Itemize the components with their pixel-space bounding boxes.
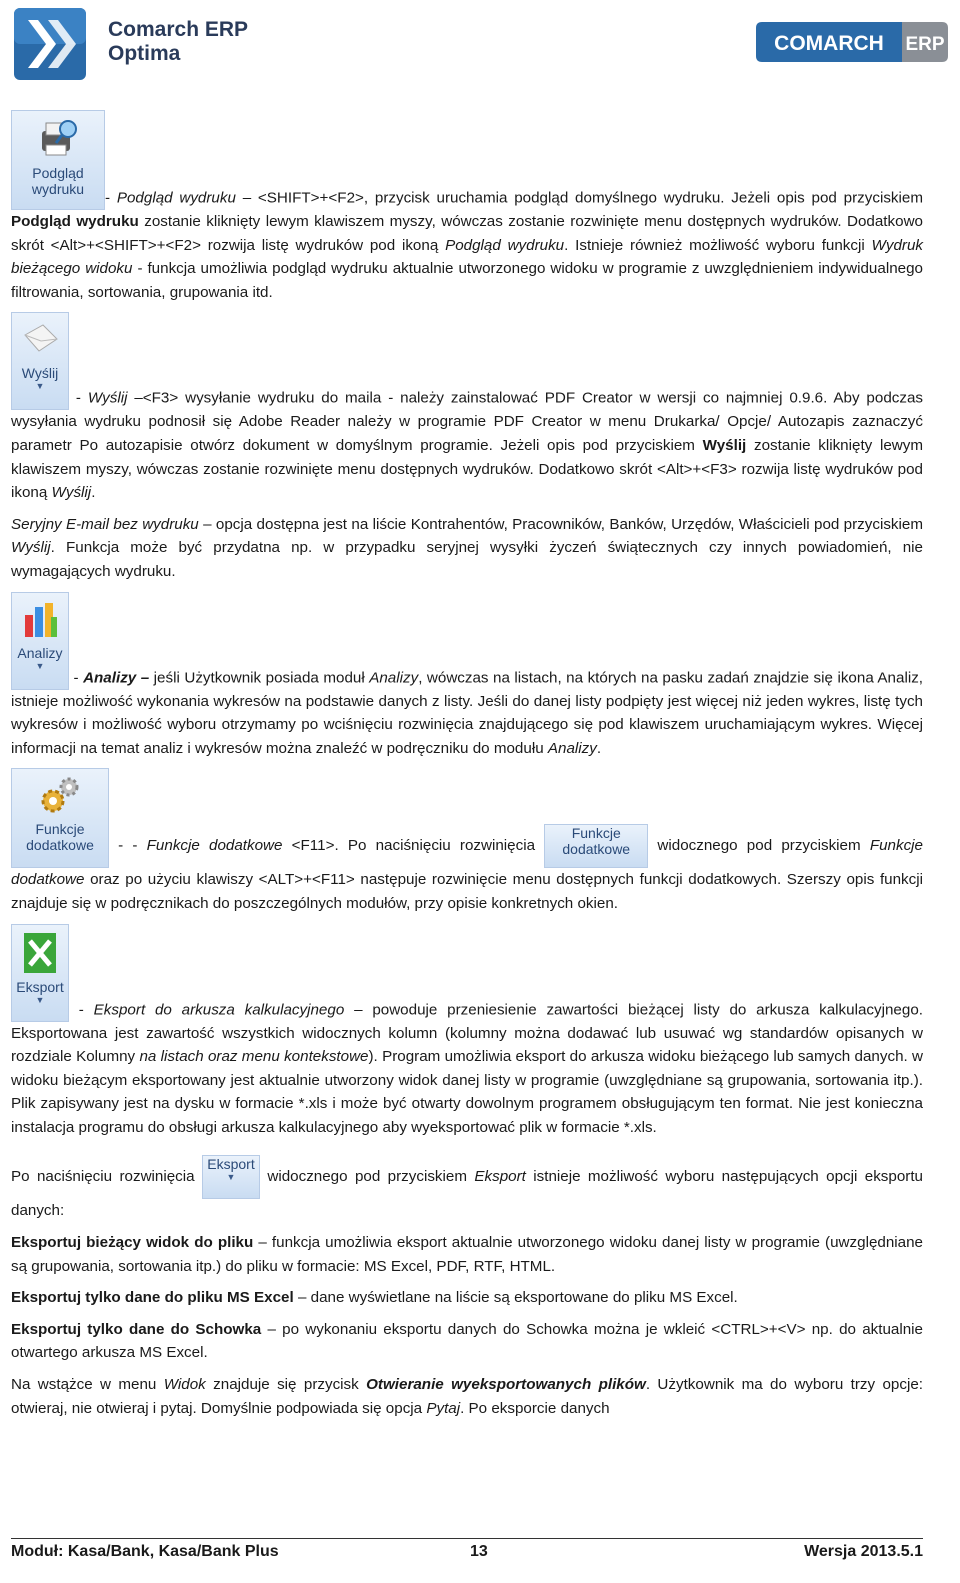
chevron-down-icon: ▼ [35, 994, 45, 1005]
gears-icon [37, 775, 83, 817]
paragraph-seryjny: Seryjny E-mail bez wydruku – opcja dostępna jest na liście Kontrahentów, Pracowników, Banków, Urzędów, Właścicieli pod przyciskiem Wyślij. Funkcja może być przydatna np. w przypadku seryjnej wysyłki życzeń świątecznych czy innych powiadomień, nie wymagających wydruku. [11, 515, 924, 580]
paragraph-podglad: Podgląd wydruku - Podgląd wydruku – <SHIFT>+<F2>, przycisk uruchamia podgląd domyślnego wydruku. Jeżeli opis pod przyciskiem Podgląd wydruku zostanie kliknięty lewym klawiszem myszy, wówczas zostanie rozwinięte menu dostępnych wydruków. Dodatkowo skrót <Alt>+<SHIFT>+<F2> rozwija listę wydruków pod ikoną Podgląd wydruku. Istnieje również możliwość wyboru funkcji Wydruk bieżącego widoku - funkcja umożliwia podgląd wydruku aktualnie utworzonego widoku w programie z uwzględnieniem indywidualnego filtrowania, sortowania, grupowania itd. [11, 110, 923, 304]
paragraph-wyslij: Wyślij ▼ - Wyślij –<F3> wysyłanie wydruku do maila - należy zainstalować PDF Creator w wersji co najmniej 0.9.6. Aby podczas wysyłania wydruku podnosił się Adobe Reader należy w programie PDF Creator w menu Drukarka/ Opcje/ Autozapis zaznaczyć parametr Po autozapisie otwórz dokument w domyślnym programie. Jeżeli opis pod przyciskiem Wyślij zostanie kliknięty lewym klawiszem myszy, wówczas zostanie rozwinięte menu dostępnych wydruków. Dodatkowo skrót <Alt>+<F3> rozwija listę wydruków pod ikoną Wyślij. [11, 312, 923, 504]
svg-text:ERP: ERP [905, 34, 945, 55]
printer-magnifier-icon [36, 117, 80, 161]
page-number: 13 [470, 1543, 488, 1560]
podglad-wydruku-button[interactable]: Podgląd wydruku [11, 110, 105, 210]
envelope-icon [19, 319, 61, 361]
funkcje-dodatkowe-button[interactable]: Funkcje dodatkowe [11, 768, 109, 868]
chevron-down-icon: ▼ [35, 381, 45, 392]
comarch-logo-icon [14, 8, 86, 80]
eksport-dropdown[interactable]: Eksport ▼ [202, 1155, 260, 1199]
wyslij-button[interactable]: Wyślij ▼ [11, 312, 69, 410]
page-footer [11, 1538, 923, 1565]
brand-name: Comarch ERP Optima [108, 18, 249, 65]
paragraph-eksportuj-schowek: Eksportuj tylko dane do Schowka – po wykonaniu eksportu danych do Schowka można je wkleić <CTRL>+<V> np. do aktualnie otwartego arkusza MS Excel. [11, 1320, 923, 1362]
page-header [0, 0, 960, 90]
bar-chart-icon [19, 599, 61, 641]
eksport-button[interactable]: Eksport ▼ [11, 924, 69, 1022]
paragraph-wstazka: Na wstążce w menu Widok znajduje się przycisk Otwieranie wyeksportowanych plików. Użytkownik ma do wyboru trzy opcje: otwieraj, nie otwieraj i pytaj. Domyślnie podpowiada się opcja Pytaj. Po eksporcie danych [11, 1376, 924, 1417]
paragraph-eksport-opcje: Po naciśnięciu rozwinięcia Eksport ▼ widocznego pod przyciskiem Eksport istnieje możliwość wyboru następujących opcji eksportu danych: [11, 1156, 924, 1220]
footer-version: Wersja 2013.5.1 [804, 1543, 923, 1560]
paragraph-eksportuj-excel: Eksportuj tylko dane do pliku MS Excel – dane wyświetlane na liście są eksportowane do pliku MS Excel. [11, 1289, 738, 1307]
chevron-down-icon: ▼ [35, 660, 45, 671]
analizy-button[interactable]: Analizy ▼ [11, 592, 69, 690]
footer-module: Moduł: Kasa/Bank, Kasa/Bank Plus [11, 1543, 279, 1560]
paragraph-analizy: Analizy ▼ - Analizy – jeśli Użytkownik posiada moduł Analizy, wówczas na listach, na których na pasku zadań znajdzie się ikona Analiz, istnieje możliwość wykonania wykresów na podstawie danych z listy. Jeśli do danej listy podpięty jest więcej niż jeden wykres, listę tych wykresów i możliwość wyboru otrzymamy po wciśnięciu rozwinięcia znajdującego się pod klawiszem uruchamiającym wykres. Więcej informacji na temat analiz i wykresów można znaleźć w podręczniku do modułu Analizy. [11, 592, 923, 761]
comarch-erp-logo [756, 22, 948, 62]
document-body [11, 110, 923, 1420]
funkcje-dodatkowe-dropdown[interactable]: Funkcje dodatkowe [544, 824, 648, 868]
excel-icon [20, 931, 60, 975]
svg-text:COMARCH: COMARCH [774, 32, 884, 55]
paragraph-eksport: Eksport ▼ - Eksport do arkusza kalkulacyjnego – powoduje przeniesienie zawartości bieżącej listy do arkusza kalkulacyjnego. Eksportowana jest zawartość wszystkich widocznych kolumn (kolumny można dodawać lub usuwać wg standardów opisanych w rozdziale Kolumny na listach oraz menu kontekstowe). Program umożliwia eksport do arkusza widoku bieżącego lub samych danych. w widoku bieżącym eksportowany jest aktualnie utworzony widok danej listy w programie (uwzględniane są grupowania, sortowania itp.). Plik zapisywany jest na dysku w formacie *.xls i może być otwarty dowolnym programem obsługującym ten format. Nie jest konieczna instalacja programu do obsługi arkusza kalkulacyjnego aby wyeksportować plik w formacie *.xls. [11, 924, 923, 1140]
chevron-down-icon: ▼ [226, 1172, 236, 1183]
paragraph-eksportuj-widok: Eksportuj bieżący widok do pliku – funkcja umożliwia eksport aktualnie utworzonego widoku danej listy w programie (uwzględniane są grupowania, sortowania itp.) do pliku w formacie: MS Excel, PDF, RTF, HTML. [11, 1234, 923, 1275]
paragraph-funkcje: Funkcje dodatkowe - - Funkcje dodatkowe <F11>. Po naciśnięciu rozwinięcia Funkcje dodatkowe widocznego pod przyciskiem Funkcje dodatkowe oraz po użyciu klawiszy <ALT>+<F11> następuje rozwinięcie menu dostępnych funkcji dodatkowych. Szerszy opis funkcji znajduje się w podręcznikach do poszczególnych modułów, przy opisie konkretnych okien. [11, 768, 923, 915]
